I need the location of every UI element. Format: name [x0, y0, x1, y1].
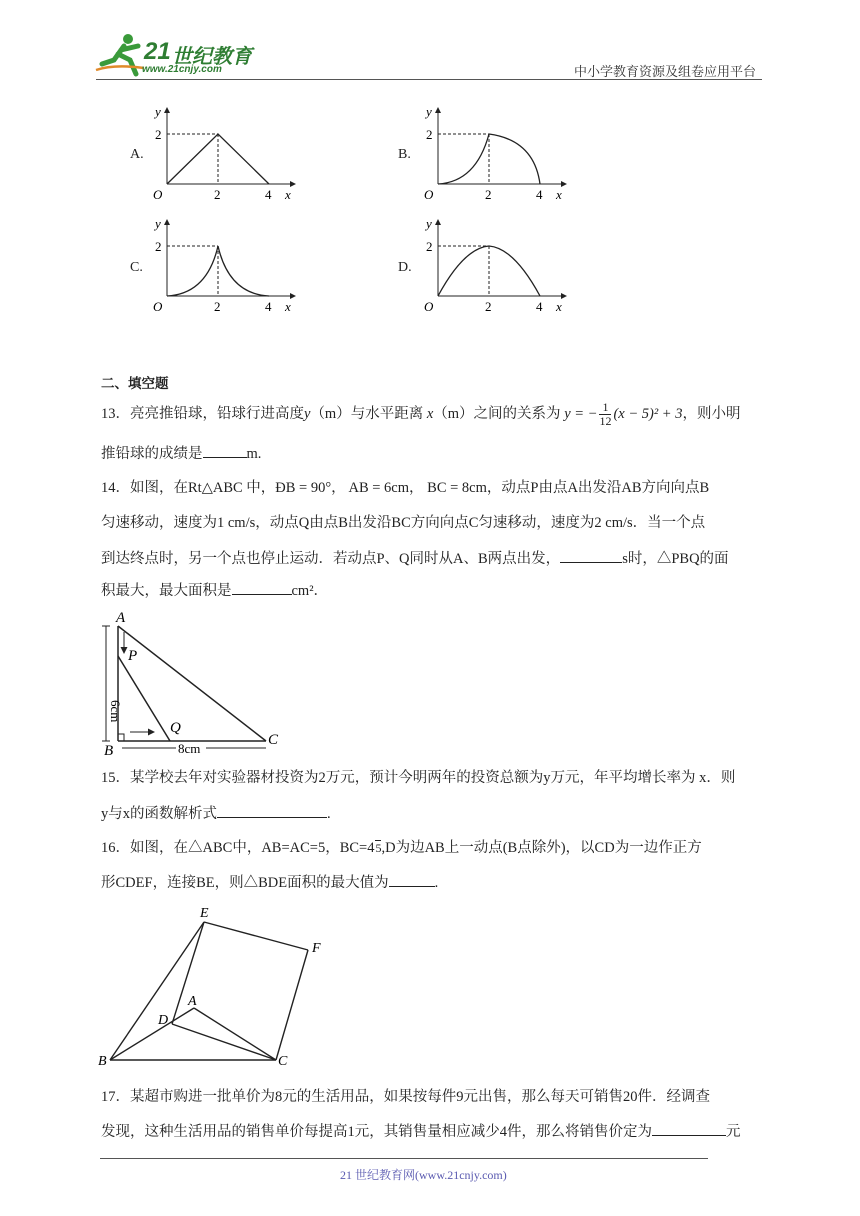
axis-y-label: y: [426, 104, 432, 119]
question-17-line1: 17．某超市购进一批单价为8元的生活用品，如果按每件9元出售，那么每天可销售20件．经调查: [101, 1089, 710, 1105]
point-q: Q: [170, 720, 181, 736]
tick-label: 2: [485, 187, 492, 202]
footer-divider: [100, 1158, 708, 1159]
question-14-line4: 积最大，最大面积是 cm²．: [101, 580, 328, 601]
logo-number: 21: [144, 38, 171, 65]
axis-x-label: x: [556, 187, 562, 202]
length-bc: 8cm: [178, 741, 201, 756]
logo-url: www.21cnjy.com: [142, 64, 222, 75]
origin-label: O: [153, 187, 163, 202]
axis-y-label: y: [155, 216, 161, 231]
question-15-line2: y与x的函数解析式 .: [101, 803, 331, 824]
length-ab: 6cm: [108, 700, 123, 723]
logo-name: 世纪教育: [172, 46, 252, 68]
answer-blank[interactable]: [232, 580, 292, 595]
vertex-d: D: [158, 1013, 169, 1028]
tick-label: 2: [426, 127, 433, 142]
option-b-label: B.: [398, 147, 411, 162]
vertex-e: E: [200, 906, 209, 921]
origin-label: O: [424, 299, 434, 314]
answer-blank[interactable]: [389, 872, 435, 887]
tick-label: 4: [536, 187, 543, 202]
graph-option-c: [145, 212, 305, 317]
tick-label: 4: [536, 299, 543, 314]
axis-y-label: y: [426, 216, 432, 231]
question-14-line1: 14．如图，在Rt△ABC 中，ÐB = 90°， AB = 6cm， BC = 8cm，动点P由点A出发沿AB方向向点B: [101, 480, 710, 496]
figure-triangle-abc: [96, 608, 296, 758]
graph-option-b: [416, 100, 576, 205]
question-16-line2: 形CDEF，连接BE，则△BDE面积的最大值为 .: [101, 872, 438, 893]
figure-square-cdef: [96, 900, 336, 1075]
footer-link[interactable]: 21 世纪教育网(www.21cnjy.com): [340, 1168, 507, 1182]
tick-label: 4: [265, 187, 272, 202]
question-16-line1: 16．如图，在△ABC中，AB=AC=5，BC=45,D为边AB上一动点(B点除外)，以CD为一边作正方: [101, 840, 702, 856]
answer-blank[interactable]: [203, 443, 247, 458]
answer-blank[interactable]: [217, 803, 327, 818]
section-title: 二、填空题: [101, 376, 169, 391]
option-d-label: D.: [398, 260, 412, 275]
tick-label: 2: [155, 239, 162, 254]
question-17-line2: 发现，这种生活用品的销售单价每提高1元，其销售量相应减少4件，那么将销售价定为 元: [101, 1121, 741, 1142]
sqrt: 5: [375, 841, 382, 855]
vertex-a: A: [188, 994, 197, 1009]
formula-13: y = −: [564, 405, 598, 422]
answer-blank[interactable]: [560, 548, 622, 563]
origin-label: O: [424, 187, 434, 202]
tick-label: 4: [265, 299, 272, 314]
question-13-line2: 推铅球的成绩是 m.: [101, 443, 261, 464]
tick-label: 2: [214, 299, 221, 314]
graph-option-d: [416, 212, 576, 317]
tick-label: 2: [155, 127, 162, 142]
vertex-f: F: [312, 941, 321, 956]
answer-blank[interactable]: [652, 1121, 726, 1136]
vertex-c: C: [278, 1054, 288, 1069]
vertex-c: C: [268, 732, 279, 748]
tick-label: 2: [214, 187, 221, 202]
tick-label: 2: [426, 239, 433, 254]
axis-y-label: y: [155, 104, 161, 119]
fraction: $\frac{1}{12}$: [599, 400, 612, 428]
option-a-label: A.: [130, 147, 144, 162]
vertex-b: B: [98, 1054, 107, 1069]
header-divider: [96, 79, 762, 80]
option-c-label: C.: [130, 260, 143, 275]
question-14-line2: 匀速移动，速度为1 cm/s，动点Q由点B出发沿BC方向向点C匀速移动，速度为2 cm/s．当一个点: [101, 515, 706, 531]
axis-x-label: x: [285, 299, 291, 314]
axis-x-label: x: [285, 187, 291, 202]
vertex-a: A: [116, 610, 126, 626]
axis-x-label: x: [556, 299, 562, 314]
platform-name: 中小学教育资源及组卷应用平台: [574, 64, 757, 79]
tick-label: 2: [485, 299, 492, 314]
question-14-line3: 到达终点时，另一个点也停止运动．若动点P、Q同时从A、B两点出发， s时，△PBQ的面: [101, 548, 729, 569]
origin-label: O: [153, 299, 163, 314]
vertex-b: B: [104, 743, 114, 758]
graph-option-a: [145, 100, 305, 205]
question-15-line1: 15．某学校去年对实验器材投资为2万元，预计今明两年的投资总额为y万元，年平均增长率为 x．则: [101, 770, 736, 786]
question-13-line1: 13．亮亮推铅球，铅球行进高度y（m）与水平距离 x（m）之间的关系为 y = − $\frac{1}{12}$ (x − 5)² + 3，则小明: [101, 400, 741, 428]
point-p: P: [128, 648, 138, 664]
